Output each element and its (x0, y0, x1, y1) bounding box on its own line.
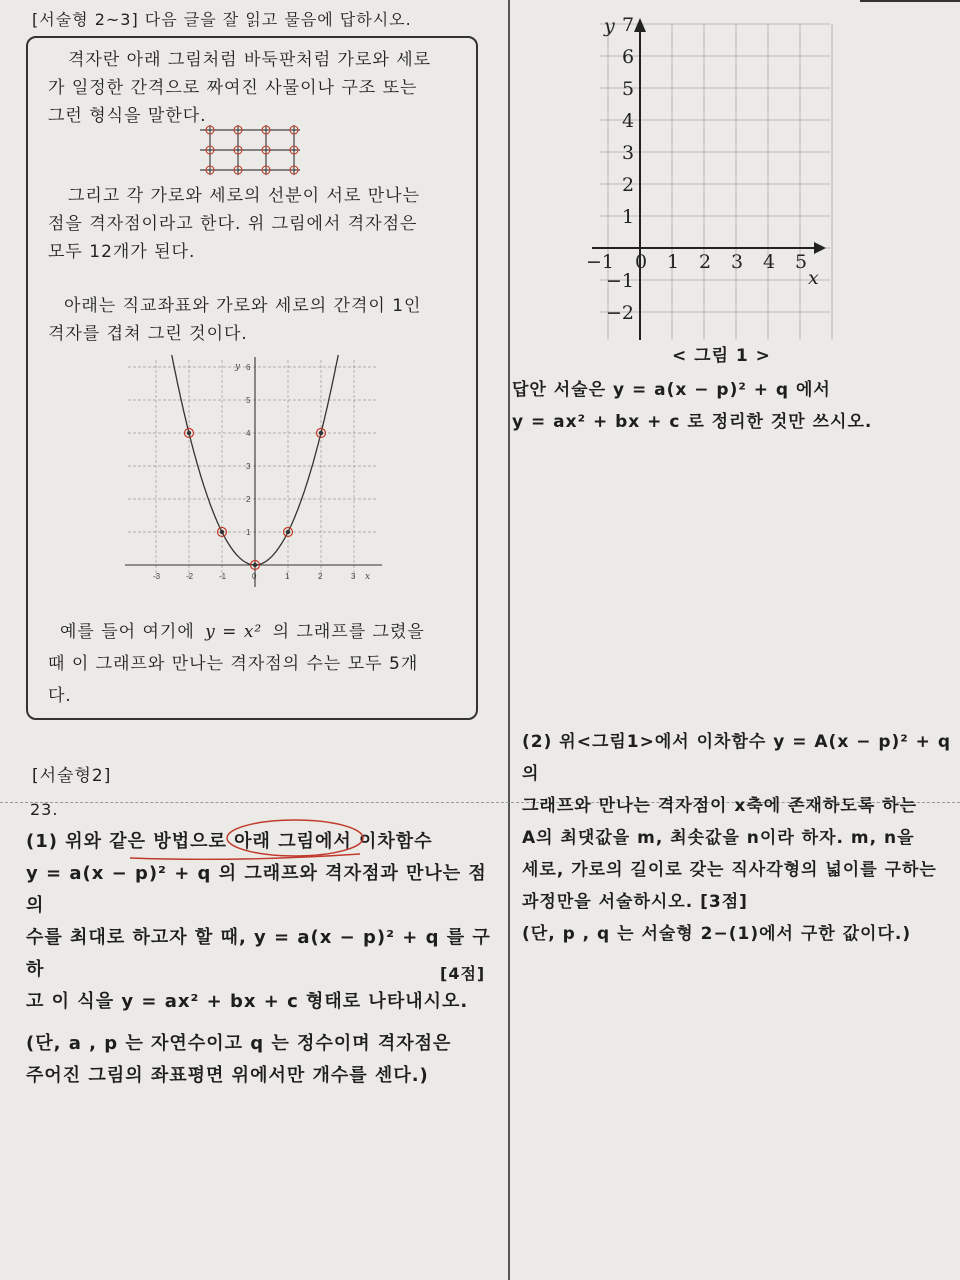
math-expression: y = x² (205, 622, 263, 642)
lattice-point (187, 431, 191, 435)
text-line: (단, a , p 는 자연수이고 q 는 정수이며 격자점은 (26, 1033, 452, 1054)
y-tick-label: −1 (606, 270, 635, 292)
lattice-point (253, 563, 257, 567)
y-axis-label: y (235, 362, 241, 372)
text-line: 모두 12개가 된다. (48, 242, 196, 262)
text-line: (2) 위<그림1>에서 이차함수 y = A(x − p)² + q 의 (522, 732, 952, 784)
y-tick-label: 1 (622, 206, 635, 228)
text-line: 점을 격자점이라고 한다. 위 그림에서 격자점은 (48, 214, 418, 234)
passage-paragraph-4 (48, 618, 458, 710)
red-annotation (120, 816, 410, 866)
x-tick-label: -3 (153, 572, 161, 581)
y-tick-label: 4 (622, 110, 635, 132)
passage-paragraph-3 (48, 292, 458, 348)
y-tick-label: −2 (606, 302, 635, 324)
lattice-point (220, 530, 224, 534)
points-label: [4점] (440, 964, 486, 983)
text-line: 고 이 식을 y = ax² + bx + c 형태로 나타내시오. (26, 991, 469, 1012)
x-tick-label: 1 (285, 572, 290, 581)
x-tick-label: −1 (586, 251, 615, 273)
text-line: 그런 형식을 말한다. (48, 106, 207, 126)
text-line: 그리고 각 가로와 세로의 선분이 서로 만나는 (68, 186, 421, 206)
y-axis-label: y (604, 15, 615, 37)
parabola-graph (120, 355, 390, 595)
text-line: y = ax² + bx + c 로 정리한 것만 쓰시오. (512, 412, 873, 432)
x-axis-label: x (365, 572, 371, 582)
x-tick-label: 0 (635, 251, 648, 273)
text-line: 수를 최대로 하고자 할 때, y = a(x − p)² + q 를 구하 (26, 927, 491, 980)
text-line: 격자란 아래 그림처럼 바둑판처럼 가로와 세로 (68, 50, 432, 70)
y-axis-arrow (634, 18, 646, 32)
x-tick-label: 2 (699, 251, 712, 273)
y-tick-label: 4 (246, 429, 251, 438)
y-tick-label: 5 (246, 396, 251, 405)
y-tick-label: 7 (622, 14, 635, 36)
y-tick-label: 3 (246, 462, 251, 471)
y-tick-label: 1 (246, 528, 251, 537)
x-tick-label: 0 (252, 572, 257, 581)
y-tick-label: 6 (622, 46, 635, 68)
lattice-illustration (195, 120, 305, 180)
text-line: A의 최댓값을 m, 최솟값을 n이라 하자. m, n을 (522, 828, 915, 848)
question-number: 23. (30, 800, 59, 819)
x-tick-label: 4 (763, 251, 776, 273)
text-fragment: 예를 들어 여기에 (60, 622, 195, 642)
x-tick-label: 3 (731, 251, 744, 273)
text-line: 아래는 직교좌표와 가로와 세로의 간격이 1인 (64, 296, 422, 316)
text-line: 가 일정한 간격으로 짜여진 사물이나 구조 또는 (48, 78, 418, 98)
figure-1-caption: < 그림 1 > (672, 346, 771, 366)
x-tick-label: 3 (351, 572, 356, 581)
text-line: 세로, 가로의 길이로 갖는 직사각형의 넓이를 구하는 (522, 860, 937, 880)
column-divider (508, 0, 510, 1280)
lattice-point (319, 431, 323, 435)
text-line: 주어진 그림의 좌표평면 위에서만 개수를 센다.) (26, 1065, 429, 1086)
text-line: 격자를 겹쳐 그린 것이다. (48, 324, 248, 344)
y-tick-label: 2 (622, 174, 635, 196)
text-line: 다. (48, 686, 72, 706)
question-1-note (26, 1028, 496, 1092)
section-label: [서술형2] (32, 766, 112, 786)
lattice-point (286, 530, 290, 534)
figure-1-grid (580, 10, 840, 350)
x-tick-label: 5 (795, 251, 808, 273)
answer-instruction (512, 374, 952, 438)
x-tick-label: -2 (186, 572, 194, 581)
passage-paragraph-1 (48, 46, 458, 130)
y-tick-label: 2 (246, 495, 251, 504)
text-line: y = a(x − p)² + q 의 그래프와 격자점과 만나는 점의 (26, 863, 487, 916)
text-line: (단, p , q 는 서술형 2−(1)에서 구한 값이다.) (522, 924, 912, 944)
x-tick-label: 2 (318, 572, 323, 581)
text-fragment: 의 그래프를 그렸을 (272, 622, 425, 642)
section-header: [서술형 2~3] 다음 글을 잘 읽고 물음에 답하시오. (32, 10, 412, 29)
y-tick-label: 6 (246, 363, 251, 372)
x-axis-label: x (808, 267, 819, 289)
text-line: 과정만을 서술하시오. [3점] (522, 892, 748, 912)
text-line: (1) 위와 같은 방법으로 아래 그림에서 이차함수 (26, 831, 433, 852)
y-tick-label: 5 (622, 78, 635, 100)
text-line: 답안 서술은 y = a(x − p)² + q 에서 (512, 380, 831, 400)
y-tick-label: 3 (622, 142, 635, 164)
x-tick-label: 1 (667, 251, 680, 273)
text-line: 그래프와 만나는 격자점이 x축에 존재하도록 하는 (522, 796, 917, 816)
text-line: 때 이 그래프와 만나는 격자점의 수는 모두 5개 (48, 654, 419, 674)
top-rule (860, 0, 960, 2)
x-tick-label: -1 (219, 572, 227, 581)
x-axis-arrow (814, 242, 826, 254)
question-2-text (522, 726, 952, 950)
passage-paragraph-2 (48, 182, 458, 266)
